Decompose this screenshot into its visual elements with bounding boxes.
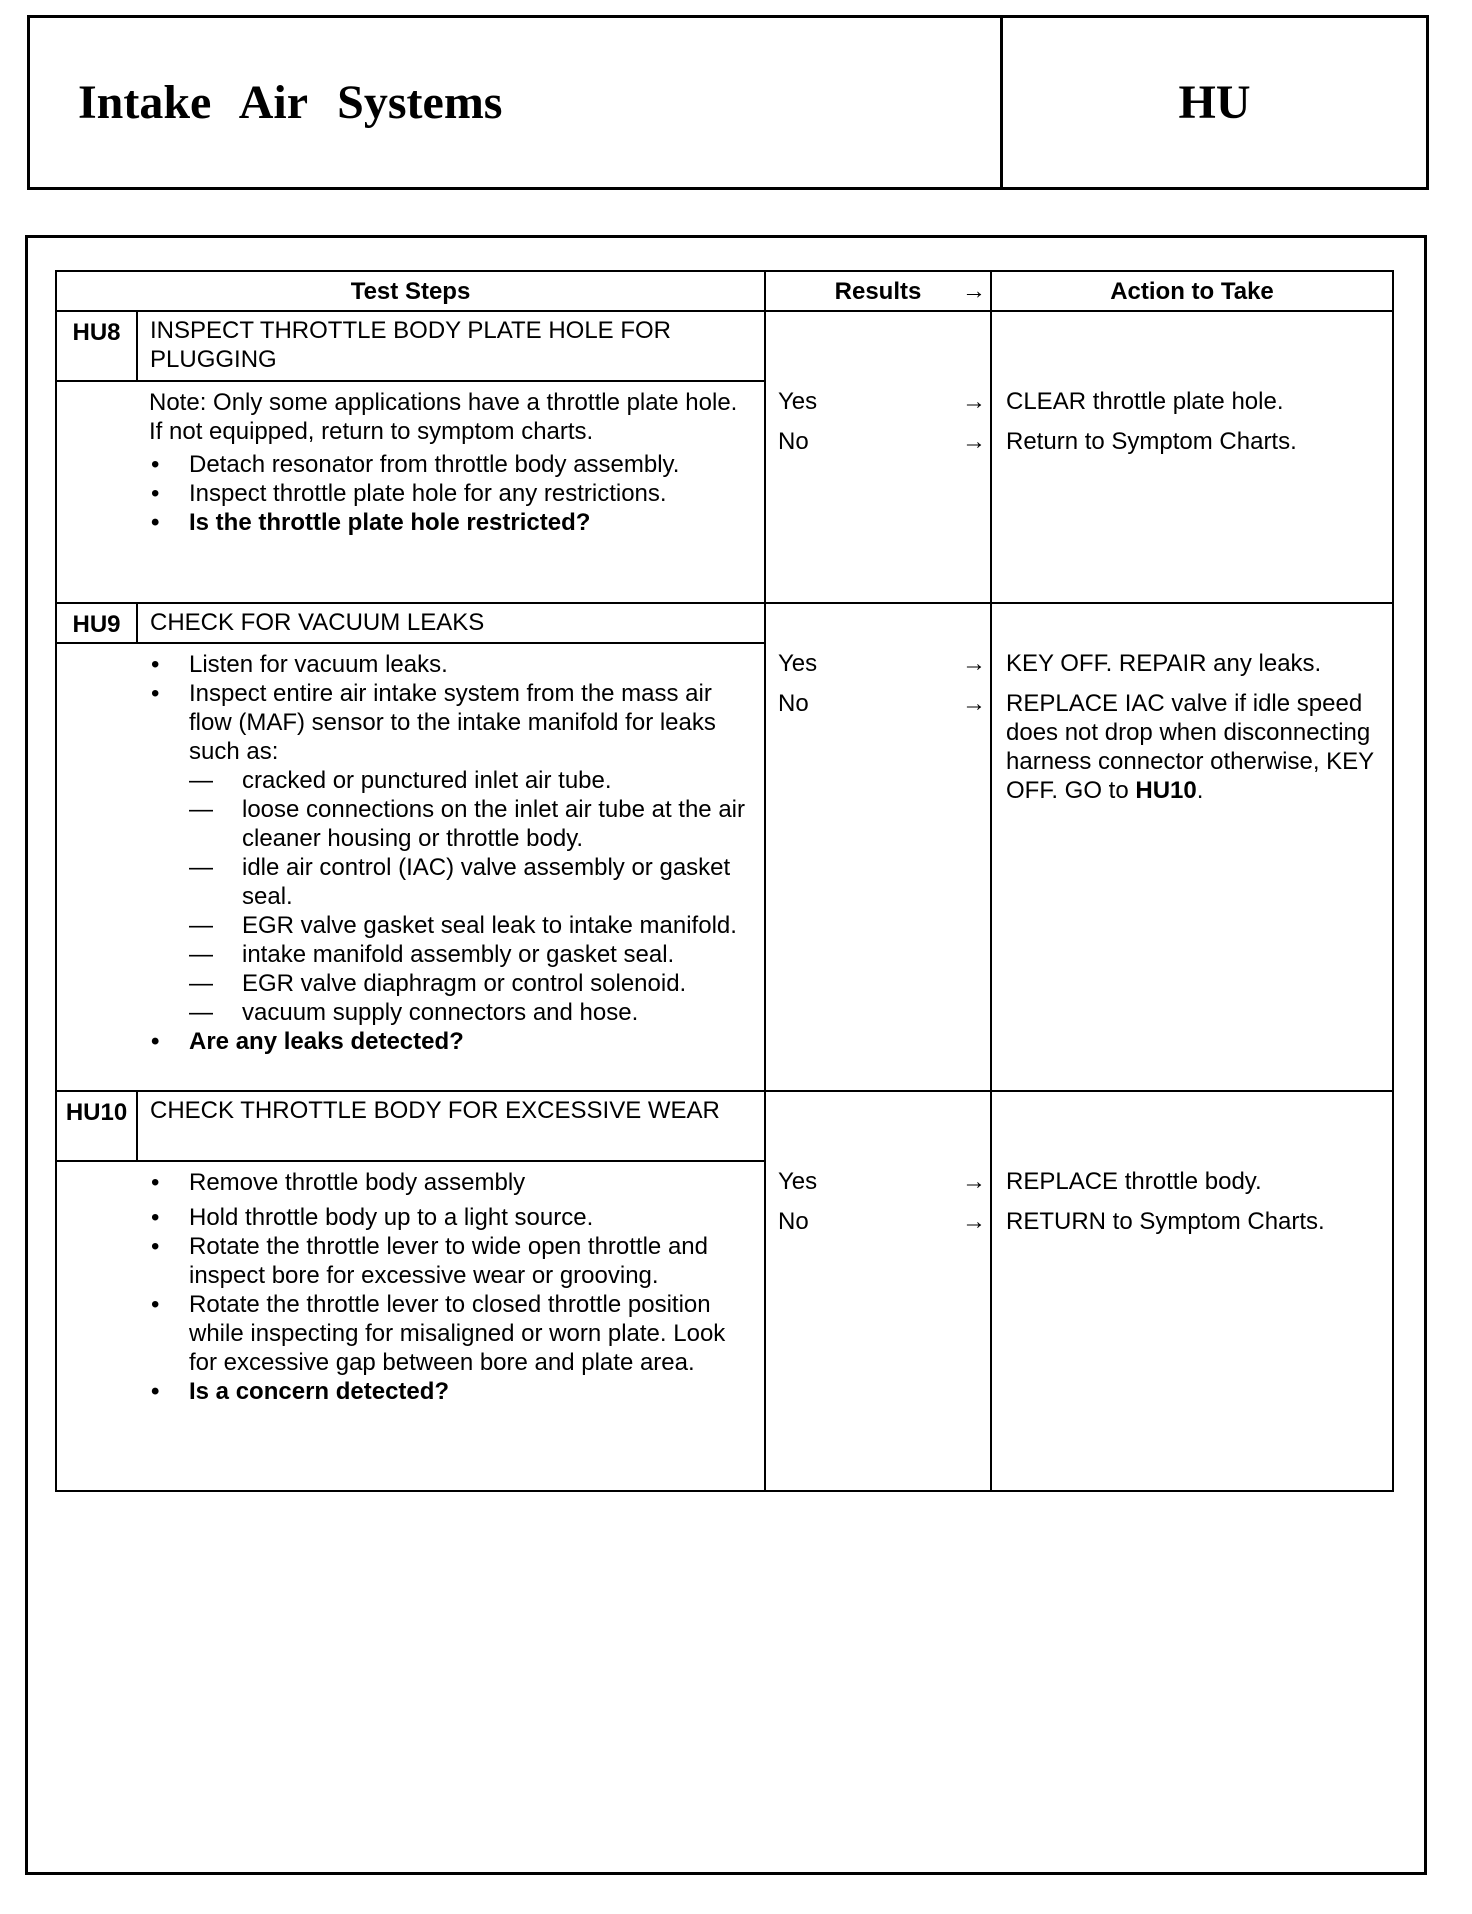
leak-list — [189, 766, 750, 1027]
list-item: — intake manifold assembly or gasket seal. — [189, 940, 750, 969]
step-question: • Are any leaks detected? — [149, 1027, 750, 1056]
step-question: • Is a concern detected? — [149, 1377, 750, 1406]
list-item: • Remove throttle body assembly — [149, 1168, 750, 1197]
page-header — [27, 15, 1429, 190]
result-no: No → — [766, 684, 990, 724]
action-yes: KEY OFF. REPAIR any leaks. — [1006, 650, 1322, 677]
results-header-label: Results — [834, 277, 922, 305]
section-code: HU — [1178, 76, 1251, 129]
step-actions — [991, 311, 1393, 603]
step-title: CHECK FOR VACUUM LEAKS — [137, 603, 765, 643]
step-bullets — [149, 1168, 750, 1406]
list-item: — loose connections on the inlet air tube at the air cleaner housing or throttle body. — [189, 795, 750, 853]
step-question: • Is the throttle plate hole restricted? — [149, 508, 750, 537]
result-yes: Yes → — [766, 382, 990, 422]
list-item: • Inspect throttle plate hole for any restrictions. — [149, 479, 750, 508]
table-header-row — [56, 271, 1393, 311]
arrow-icon: → — [962, 428, 986, 455]
step-title: CHECK THROTTLE BODY FOR EXCESSIVE WEAR — [137, 1091, 765, 1161]
action-no: REPLACE IAC valve if idle speed does not drop when disconnecting harness connector otherwise, KEY OFF. GO to HU10. — [1006, 690, 1374, 804]
section-title-cell — [30, 18, 1003, 187]
step-bullets — [149, 450, 750, 537]
result-no: No → — [766, 1202, 990, 1242]
list-item: — vacuum supply connectors and hose. — [189, 998, 750, 1027]
step-note: Note: Only some applications have a throttle plate hole. If not equipped, return to symptom charts. — [149, 389, 738, 445]
list-item: • Listen for vacuum leaks. — [149, 650, 750, 679]
step-results — [765, 603, 991, 1091]
step-bullets — [149, 650, 750, 766]
step-hu10-title-row — [56, 1091, 1393, 1161]
arrow-icon: → — [962, 388, 986, 415]
action-no: Return to Symptom Charts. — [1006, 428, 1297, 455]
results-header — [765, 271, 991, 311]
action-header: Action to Take — [991, 271, 1393, 311]
result-yes: Yes → — [766, 644, 990, 684]
action-no: RETURN to Symptom Charts. — [1006, 1208, 1325, 1235]
list-item: • Inspect entire air intake system from the mass air flow (MAF) sensor to the intake manifold for leaks such as: — [149, 679, 750, 766]
arrow-icon: → — [962, 650, 986, 677]
list-item: • Detach resonator from throttle body assembly. — [149, 450, 750, 479]
action-yes: CLEAR throttle plate hole. — [1006, 388, 1284, 415]
list-item: • Rotate the throttle lever to closed throttle position while inspecting for misaligned or worn plate. Look for excessive gap between bore and plate area. — [149, 1290, 750, 1377]
result-no: No → — [766, 422, 990, 462]
step-code: HU10 — [56, 1091, 137, 1161]
arrow-icon: → — [962, 690, 986, 717]
step-code: HU8 — [56, 311, 137, 381]
list-item: • Rotate the throttle lever to wide open throttle and inspect bore for excessive wear or grooving. — [149, 1232, 750, 1290]
step-actions — [991, 1091, 1393, 1491]
step-body — [137, 643, 765, 1091]
arrow-icon: → — [962, 1168, 986, 1195]
section-code-cell — [1003, 18, 1426, 187]
step-actions — [991, 603, 1393, 1091]
result-yes: Yes → — [766, 1162, 990, 1202]
step-title: INSPECT THROTTLE BODY PLATE HOLE FOR PLUGGING — [137, 311, 765, 381]
list-item: — idle air control (IAC) valve assembly or gasket seal. — [189, 853, 750, 911]
step-code: HU9 — [56, 603, 137, 643]
step-body — [137, 381, 765, 603]
test-steps-table — [55, 270, 1394, 1492]
list-item: • Hold throttle body up to a light source. — [149, 1203, 750, 1232]
arrow-icon: → — [962, 1208, 986, 1235]
step-body — [137, 1161, 765, 1491]
section-title: Intake Air Systems — [78, 76, 503, 129]
step-hu9-title-row — [56, 603, 1393, 643]
list-item: — cracked or punctured inlet air tube. — [189, 766, 750, 795]
step-results — [765, 1091, 991, 1491]
list-item: — EGR valve diaphragm or control solenoid. — [189, 969, 750, 998]
step-hu8-title-row — [56, 311, 1393, 381]
step-results — [765, 311, 991, 603]
action-yes: REPLACE throttle body. — [1006, 1168, 1262, 1195]
test-steps-header: Test Steps — [56, 271, 765, 311]
list-item: — EGR valve gasket seal leak to intake manifold. — [189, 911, 750, 940]
goto-step: HU10 — [1135, 777, 1197, 804]
results-header-arrow: → — [962, 277, 986, 305]
